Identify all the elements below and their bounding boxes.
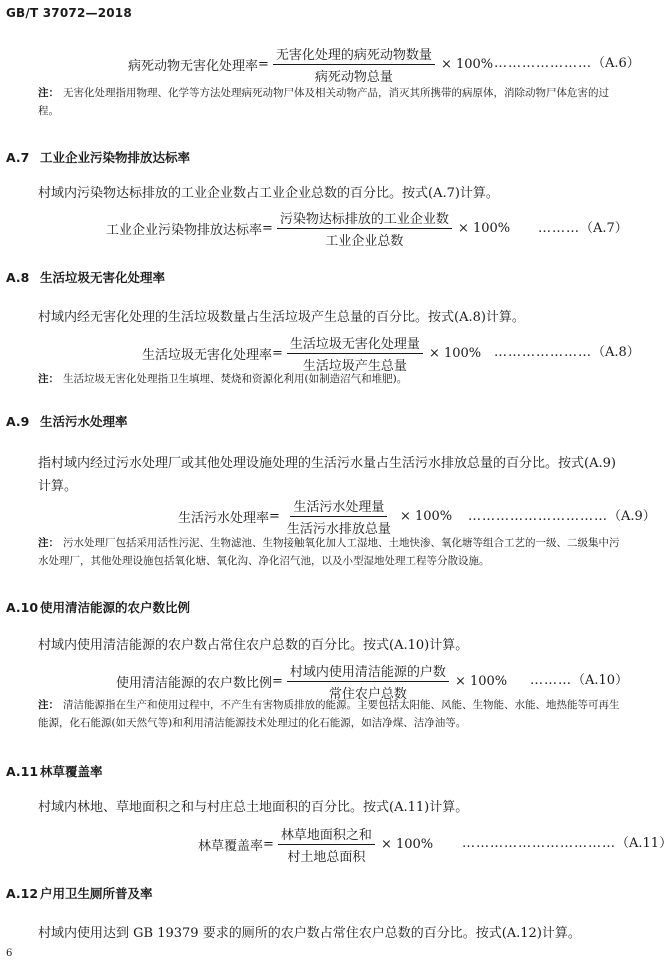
denominator: 生活垃圾产生总量	[302, 359, 407, 374]
formula-a6: 病死动物无害化处理率 = $\frac{\text{无害化处理的病死动物数量}}{\text{病死动物总量}}$ × 100%	[128, 44, 493, 85]
multiplier: × 100%	[457, 221, 511, 236]
note-a6: 注： 无害化处理指用物理、化学等方法处理病死动物尸体及相关动物产品，消灭其所携带的病原体，消除动物尸体危害的过程。	[38, 87, 609, 117]
formula-ref-a6: …………………（A.6）	[494, 56, 640, 71]
formula-ref-a7: ………（A.7）	[538, 221, 628, 236]
formula-ref-a11: ……………………………（A.11）	[462, 836, 672, 851]
section-heading-a9: A.9 生活污水处理率	[6, 414, 128, 429]
formula-a7: 工业企业污染物排放达标率 = $\frac{\text{污染物达标排放的工业企业数}}{\text{工业企业总数}}$ × 100%	[106, 208, 510, 249]
numerator: 生活垃圾无害化处理量	[287, 333, 423, 354]
formula-lhs: 生活垃圾无害化处理率	[142, 348, 273, 363]
formula-a10: 使用清洁能源的农户数比例 = $\frac{\text{村域内使用清洁能源的户数}}{\text{常住农户总数}}$ × 100%	[116, 661, 507, 702]
formula-lhs: 生活污水处理率	[178, 511, 270, 526]
denominator: 村土地总面积	[287, 850, 366, 865]
numerator: 村域内使用清洁能源的户数	[287, 661, 449, 682]
fraction	[284, 496, 394, 537]
denominator: 病死动物总量	[314, 70, 393, 85]
formula-ref-a10: ………（A.10）	[530, 673, 629, 688]
multiplier: × 100%	[440, 57, 494, 72]
paragraph-a9: 指村域内经过污水处理厂或其他处理设施处理的生活污水量占生活污水排放总量的百分比。按式(A.9)计算。	[38, 456, 616, 494]
paragraph-a10: 村域内使用清洁能源的农户数占常住农户总数的百分比。按式(A.10)计算。	[38, 638, 469, 653]
formula-lhs: 病死动物无害化处理率	[128, 59, 259, 74]
section-heading-a7: A.7 工业企业污染物排放达标率	[6, 150, 191, 165]
note-a9: 注： 污水处理厂包括采用活性污泥、生物滤池、生物接触氧化加人工湿地、土地快渗、氧化塘等组合工艺的一级、二级集中污水处理厂，其他处理设施包括氧化塘、氧化沟、净化沼气池，以及小型湿地处理工程等分散设施。	[38, 537, 620, 567]
formula-ref-a8: …………………（A.8）	[494, 345, 640, 360]
fraction	[273, 44, 435, 85]
formula-ref-a9: …………………………（A.9）	[468, 509, 656, 524]
formula-a11: 林草覆盖率 = $\frac{\text{林草地面积之和}}{\text{村土地总面积}}$ × 100%	[198, 824, 433, 865]
formula-a8: 生活垃圾无害化处理率 = $\frac{\text{生活垃圾无害化处理量}}{\text{生活垃圾产生总量}}$ × 100%	[142, 333, 481, 374]
formula-lhs: 工业企业污染物排放达标率	[106, 223, 263, 238]
formula-lhs: 林草覆盖率	[198, 839, 264, 854]
paragraph-a8: 村域内经无害化处理的生活垃圾数量占生活垃圾产生总量的百分比。按式(A.8)计算。	[38, 310, 525, 325]
multiplier: × 100%	[428, 346, 482, 361]
formula-lhs: 使用清洁能源的农户数比例	[116, 676, 273, 691]
paragraph-a7: 村域内污染物达标排放的工业企业数占工业企业总数的百分比。按式(A.7)计算。	[38, 186, 499, 201]
denominator: 工业企业总数	[325, 234, 404, 249]
paragraph-a12: 村域内使用达到 GB 19379 要求的厕所的农户数占常住农户总数的百分比。按式(A.12)计算。	[38, 926, 581, 941]
paragraph-a11: 村域内林地、草地面积之和与村庄总土地面积的百分比。按式(A.11)计算。	[38, 800, 469, 815]
note-a8: 注： 生活垃圾无害化处理指卫生填埋、焚烧和资源化利用(如制造沼气和堆肥)。	[38, 373, 408, 385]
multiplier: × 100%	[454, 674, 508, 689]
note-a10: 注： 清洁能源指在生产和使用过程中，不产生有害物质排放的能源。主要包括太阳能、风能、生物能、水能、地热能等可再生能源，化石能源(如天然气等)和利用清洁能源技术处理过的化石能源，如洁净煤、洁净油等。	[38, 699, 620, 729]
standard-code-header: GB/T 37072—2018	[6, 6, 132, 20]
formula-a9: 生活污水处理率 = $\frac{\text{生活污水处理量}}{\text{生活污水排放总量}}$ × 100%	[178, 496, 452, 537]
numerator: 生活污水处理量	[290, 496, 387, 517]
section-heading-a12: A.12 户用卫生厕所普及率	[6, 886, 153, 901]
denominator: 常住农户总数	[328, 687, 407, 702]
numerator: 林草地面积之和	[278, 824, 375, 845]
page-number: 6	[6, 948, 13, 959]
section-heading-a10: A.10 使用清洁能源的农户数比例	[6, 600, 191, 615]
fraction	[277, 208, 452, 249]
fraction	[278, 824, 375, 865]
fraction	[287, 333, 423, 374]
multiplier: × 100%	[380, 837, 434, 852]
multiplier: × 100%	[399, 509, 453, 524]
numerator: 无害化处理的病死动物数量	[273, 44, 435, 65]
numerator: 污染物达标排放的工业企业数	[277, 208, 452, 229]
section-heading-a11: A.11 林草覆盖率	[6, 764, 103, 779]
denominator: 生活污水排放总量	[286, 522, 391, 537]
section-heading-a8: A.8 生活垃圾无害化处理率	[6, 270, 166, 285]
